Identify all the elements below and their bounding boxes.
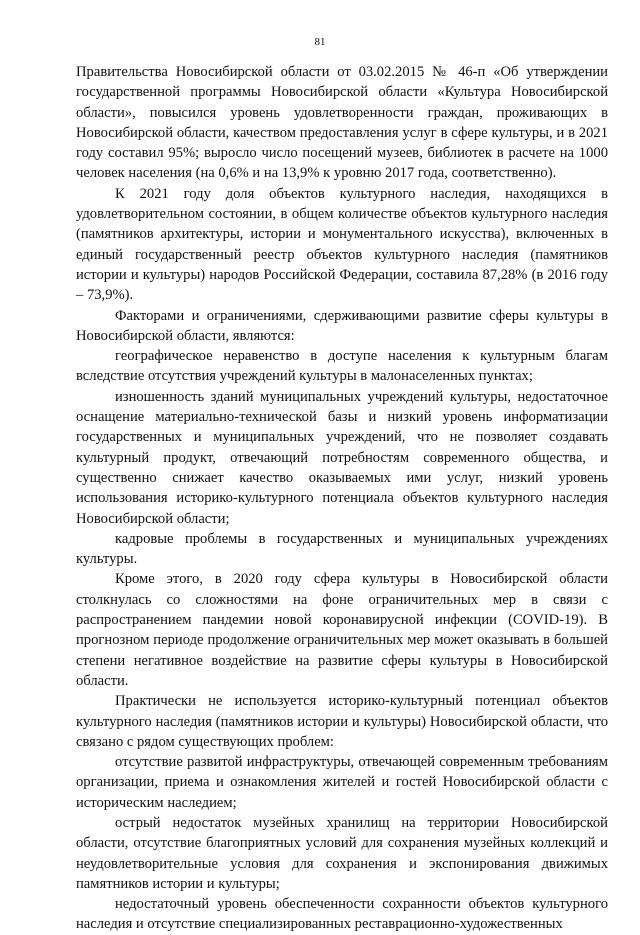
list-item: острый недостаток музейных хранилищ на территории Новосибирской области, отсутствие благоприятных условий для сохранения музейных коллекций и неудовлетворительные условия для сохранения и экспонирования движимых памятников истории и культуры; <box>76 814 608 892</box>
list-item: изношенность зданий муниципальных учреждений культуры, недостаточное оснащение материально-технической базы и низкий уровень информатизации государственных и муниципальных учреждений, что не позволяет создавать культурный продукт, отвечающий потребностям современного общества, и существенно снижает качество оказываемых ими услуг, низкий уровень использования историко-культурного потенциала объектов культурного наследия Новосибирской области; <box>76 388 608 527</box>
list-item: географическое неравенство в доступе населения к культурным благам вследствие отсутствия учреждений культуры в малонаселенных пунктах; <box>76 348 608 385</box>
list-item: отсутствие развитой инфраструктуры, отвечающей современным требованиям организации, приема и ознакомления жителей и гостей Новосибирской области с историческим наследием; <box>76 754 608 811</box>
list-item: кадровые проблемы в государственных и муниципальных учреждениях культуры. <box>76 530 608 568</box>
paragraph: Кроме этого, в 2020 году сфера культуры в Новосибирской области столкнулась со сложностями на фоне ограничительных мер в связи с распространением пандемии новой коронавирусной инфекции (COVID-19). В прогнозном периоде продолжение ограничительных мер может оказывать в большей степени негативное воздействие на развитие сферы культуры в Новосибирской области. <box>76 571 608 689</box>
body-text <box>76 62 608 935</box>
paragraph: К 2021 году доля объектов культурного наследия, находящихся в удовлетворительном состоянии, в общем количестве объектов культурного наследия (памятников архитектуры, истории и монументального искусства), включенных в единый государственный реестр объектов культурного наследия (памятников истории и культуры) народов Российской Федерации, составила 87,28% (в 2016 году – 73,9%). <box>76 185 608 304</box>
list-item: недостаточный уровень обеспеченности сохранности объектов культурного наследия и отсутствие специализированных реставрационно-художественных <box>76 896 608 933</box>
page-number: 81 <box>314 36 326 48</box>
paragraph: Правительства Новосибирской области от 03.02.2015 № 46-п «Об утверждении государственной программы Новосибирской области «Культура Новосибирской области», повысился уровень удовлетворенности граждан, проживающих в Новосибирской области, качеством предоставления услуг в сфере культуры, и в 2021 году составил 95%; выросло число посещений музеев, библиотек в расчете на 1000 человек населения (на 0,6% и на 13,9% к уровню 2017 года, соответственно). <box>76 64 608 182</box>
paragraph: Практически не используется историко-культурный потенциал объектов культурного наследия (памятников истории и культуры) Новосибирской области, что связано с рядом существующих проблем: <box>76 693 608 750</box>
paragraph: Факторами и ограничениями, сдерживающими развитие сферы культуры в Новосибирской области, являются: <box>76 307 608 344</box>
